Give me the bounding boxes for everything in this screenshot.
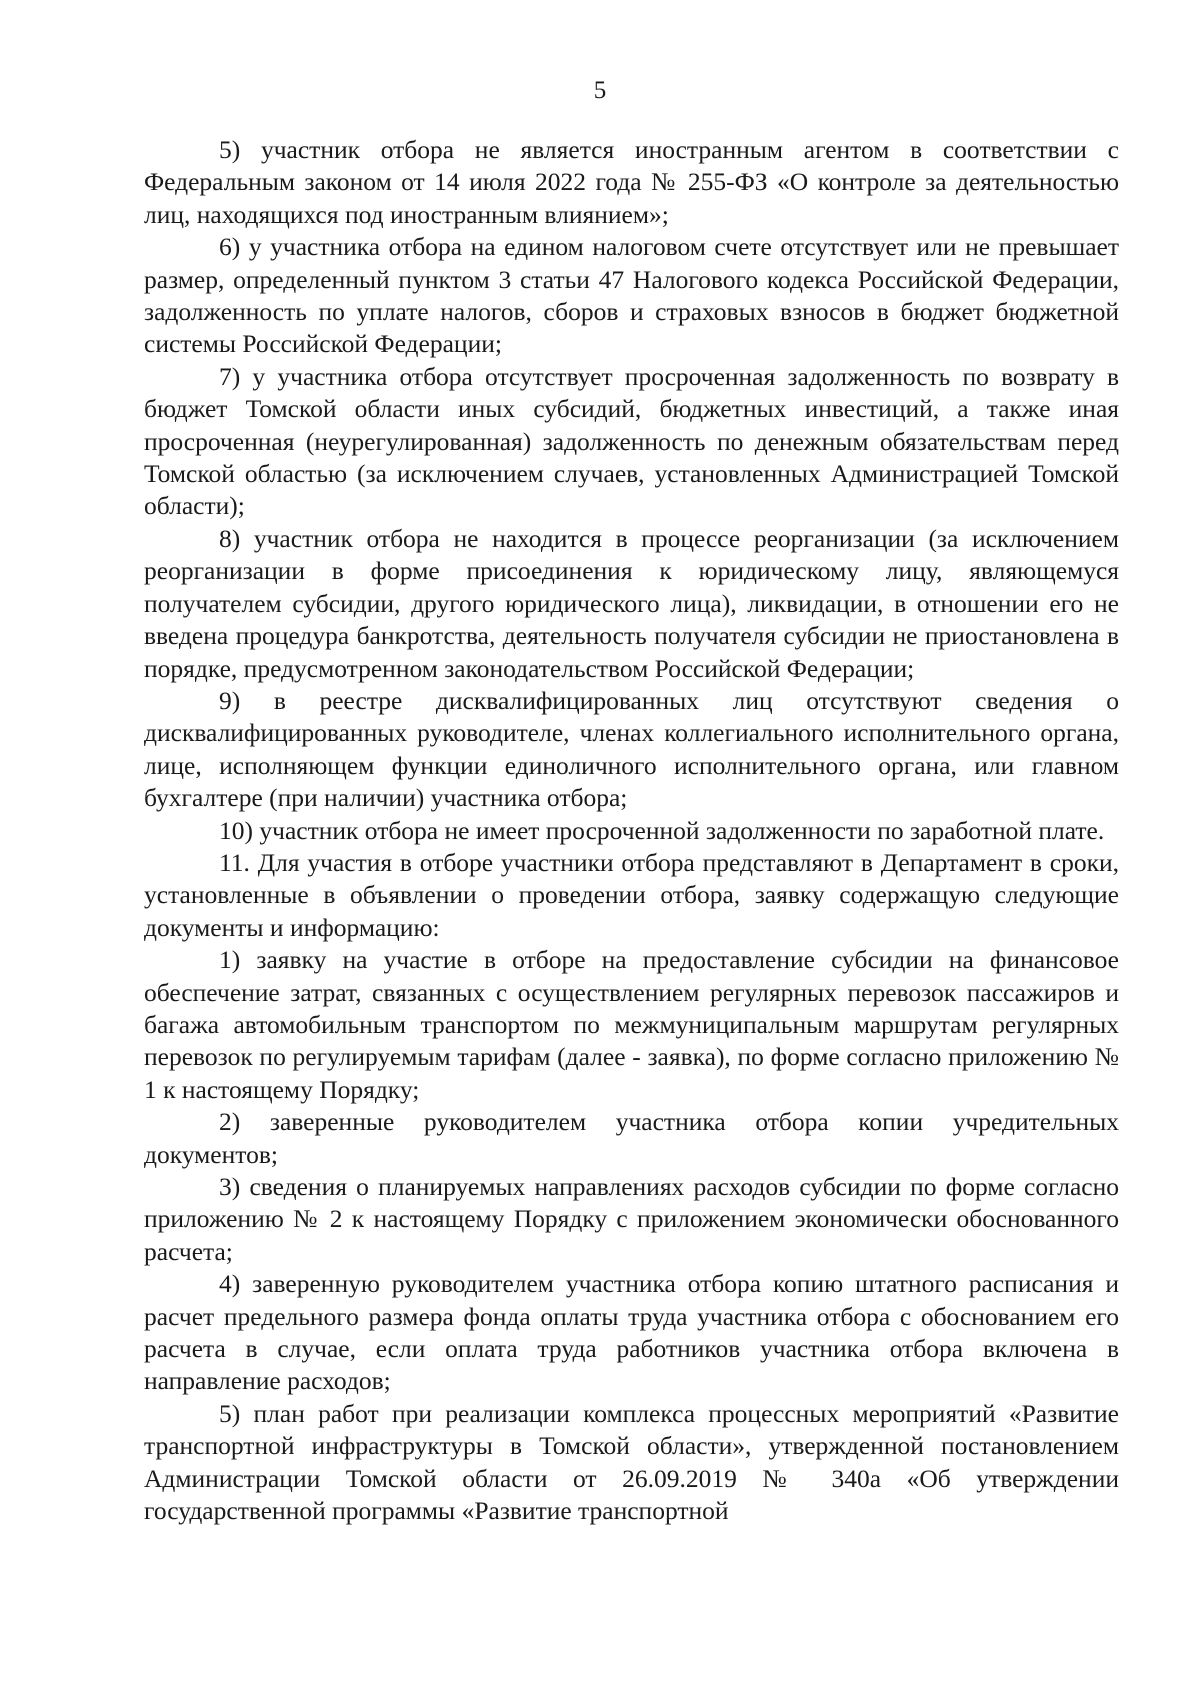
paragraph-item-9-disqualified-persons: 9) в реестре дисквалифицированных лиц отсутствуют сведения о дисквалифицированных руководителе, членах коллегиального исполнительного органа, лице, исполняющем функции единоличного исполнительного органа, или главном бухгалтере (при наличии) участника отбора; <box>144 685 1119 813</box>
paragraph-doc-4-staff-schedule: 4) заверенную руководителем участника отбора копию штатного расписания и расчет предельного размера фонда оплаты труда участника отбора с обоснованием его расчета в случае, если оплата труда работников участника отбора включена в направление расходов; <box>144 1269 1119 1396</box>
paragraph-doc-2-founding-documents: 2) заверенные руководителем участника отбора копии учредительных документов; <box>144 1107 1119 1169</box>
document-body <box>144 134 1119 1527</box>
paragraph-item-6-tax-debt: 6) у участника отбора на едином налоговом счете отсутствует или не превышает размер, определенный пунктом 3 статьи 47 Налогового кодекса Российской Федерации, задолженность по уплате налогов, сборов и страховых взносов в бюджет бюджетной системы Российской Федерации; <box>144 232 1119 359</box>
paragraph-doc-1-application: 1) заявку на участие в отборе на предоставление субсидии на финансовое обеспечение затрат, связанных с осуществлением регулярных перевозок пассажиров и багажа автомобильным транспортом по межмуниципальным маршрутам регулярных перевозок по регулируемым тарифам (далее - заявка), по форме согласно приложению № 1 к настоящему Порядку; <box>144 945 1119 1104</box>
paragraph-clause-11: 11. Для участия в отборе участники отбора представляют в Департамент в сроки, установленные в объявлении о проведении отбора, заявку содержащую следующие документы и информацию: <box>144 847 1119 942</box>
paragraph-item-5-foreign-agent: 5) участник отбора не является иностранным агентом в соответствии с Федеральным законом от 14 июля 2022 года № 255-ФЗ «О контроле за деятельностью лиц, находящихся под иностранным влиянием»; <box>144 135 1119 229</box>
paragraph-item-7-overdue-debt: 7) у участника отбора отсутствует просроченная задолженность по возврату в бюджет Томской области иных субсидий, бюджетных инвестиций, а также иная просроченная (неурегулированная) задолженность по денежным обязательствам перед Томской областью (за исключением случаев, установленных Администрацией Томской области); <box>144 361 1119 521</box>
paragraph-doc-3-expense-directions: 3) сведения о планируемых направлениях расходов субсидии по форме согласно приложению № 2 к настоящему Порядку с приложением экономически обоснованного расчета; <box>144 1172 1119 1266</box>
paragraph-item-10-wages: 10) участник отбора не имеет просроченной задолженности по заработной плате. <box>219 815 1105 845</box>
paragraph-item-8-reorganization: 8) участник отбора не находится в процессе реорганизации (за исключением реорганизации в форме присоединения к юридическому лицу, являющемуся получателем субсидии, другого юридического лица), ликвидации, в отношении его не введена процедура банкротства, деятельность получателя субсидии не приостановлена в порядке, предусмотренном законодательством Российской Федерации; <box>144 523 1119 683</box>
paragraph-doc-5-work-plan: 5) план работ при реализации комплекса процессных мероприятий «Развитие транспортной инфраструктуры в Томской области», утвержденной постановлением Администрации Томской области от 26.09.2019 № 340а «Об утверждении государственной программы «Развитие транспортной <box>144 1398 1119 1526</box>
page-number: 5 <box>593 77 607 104</box>
